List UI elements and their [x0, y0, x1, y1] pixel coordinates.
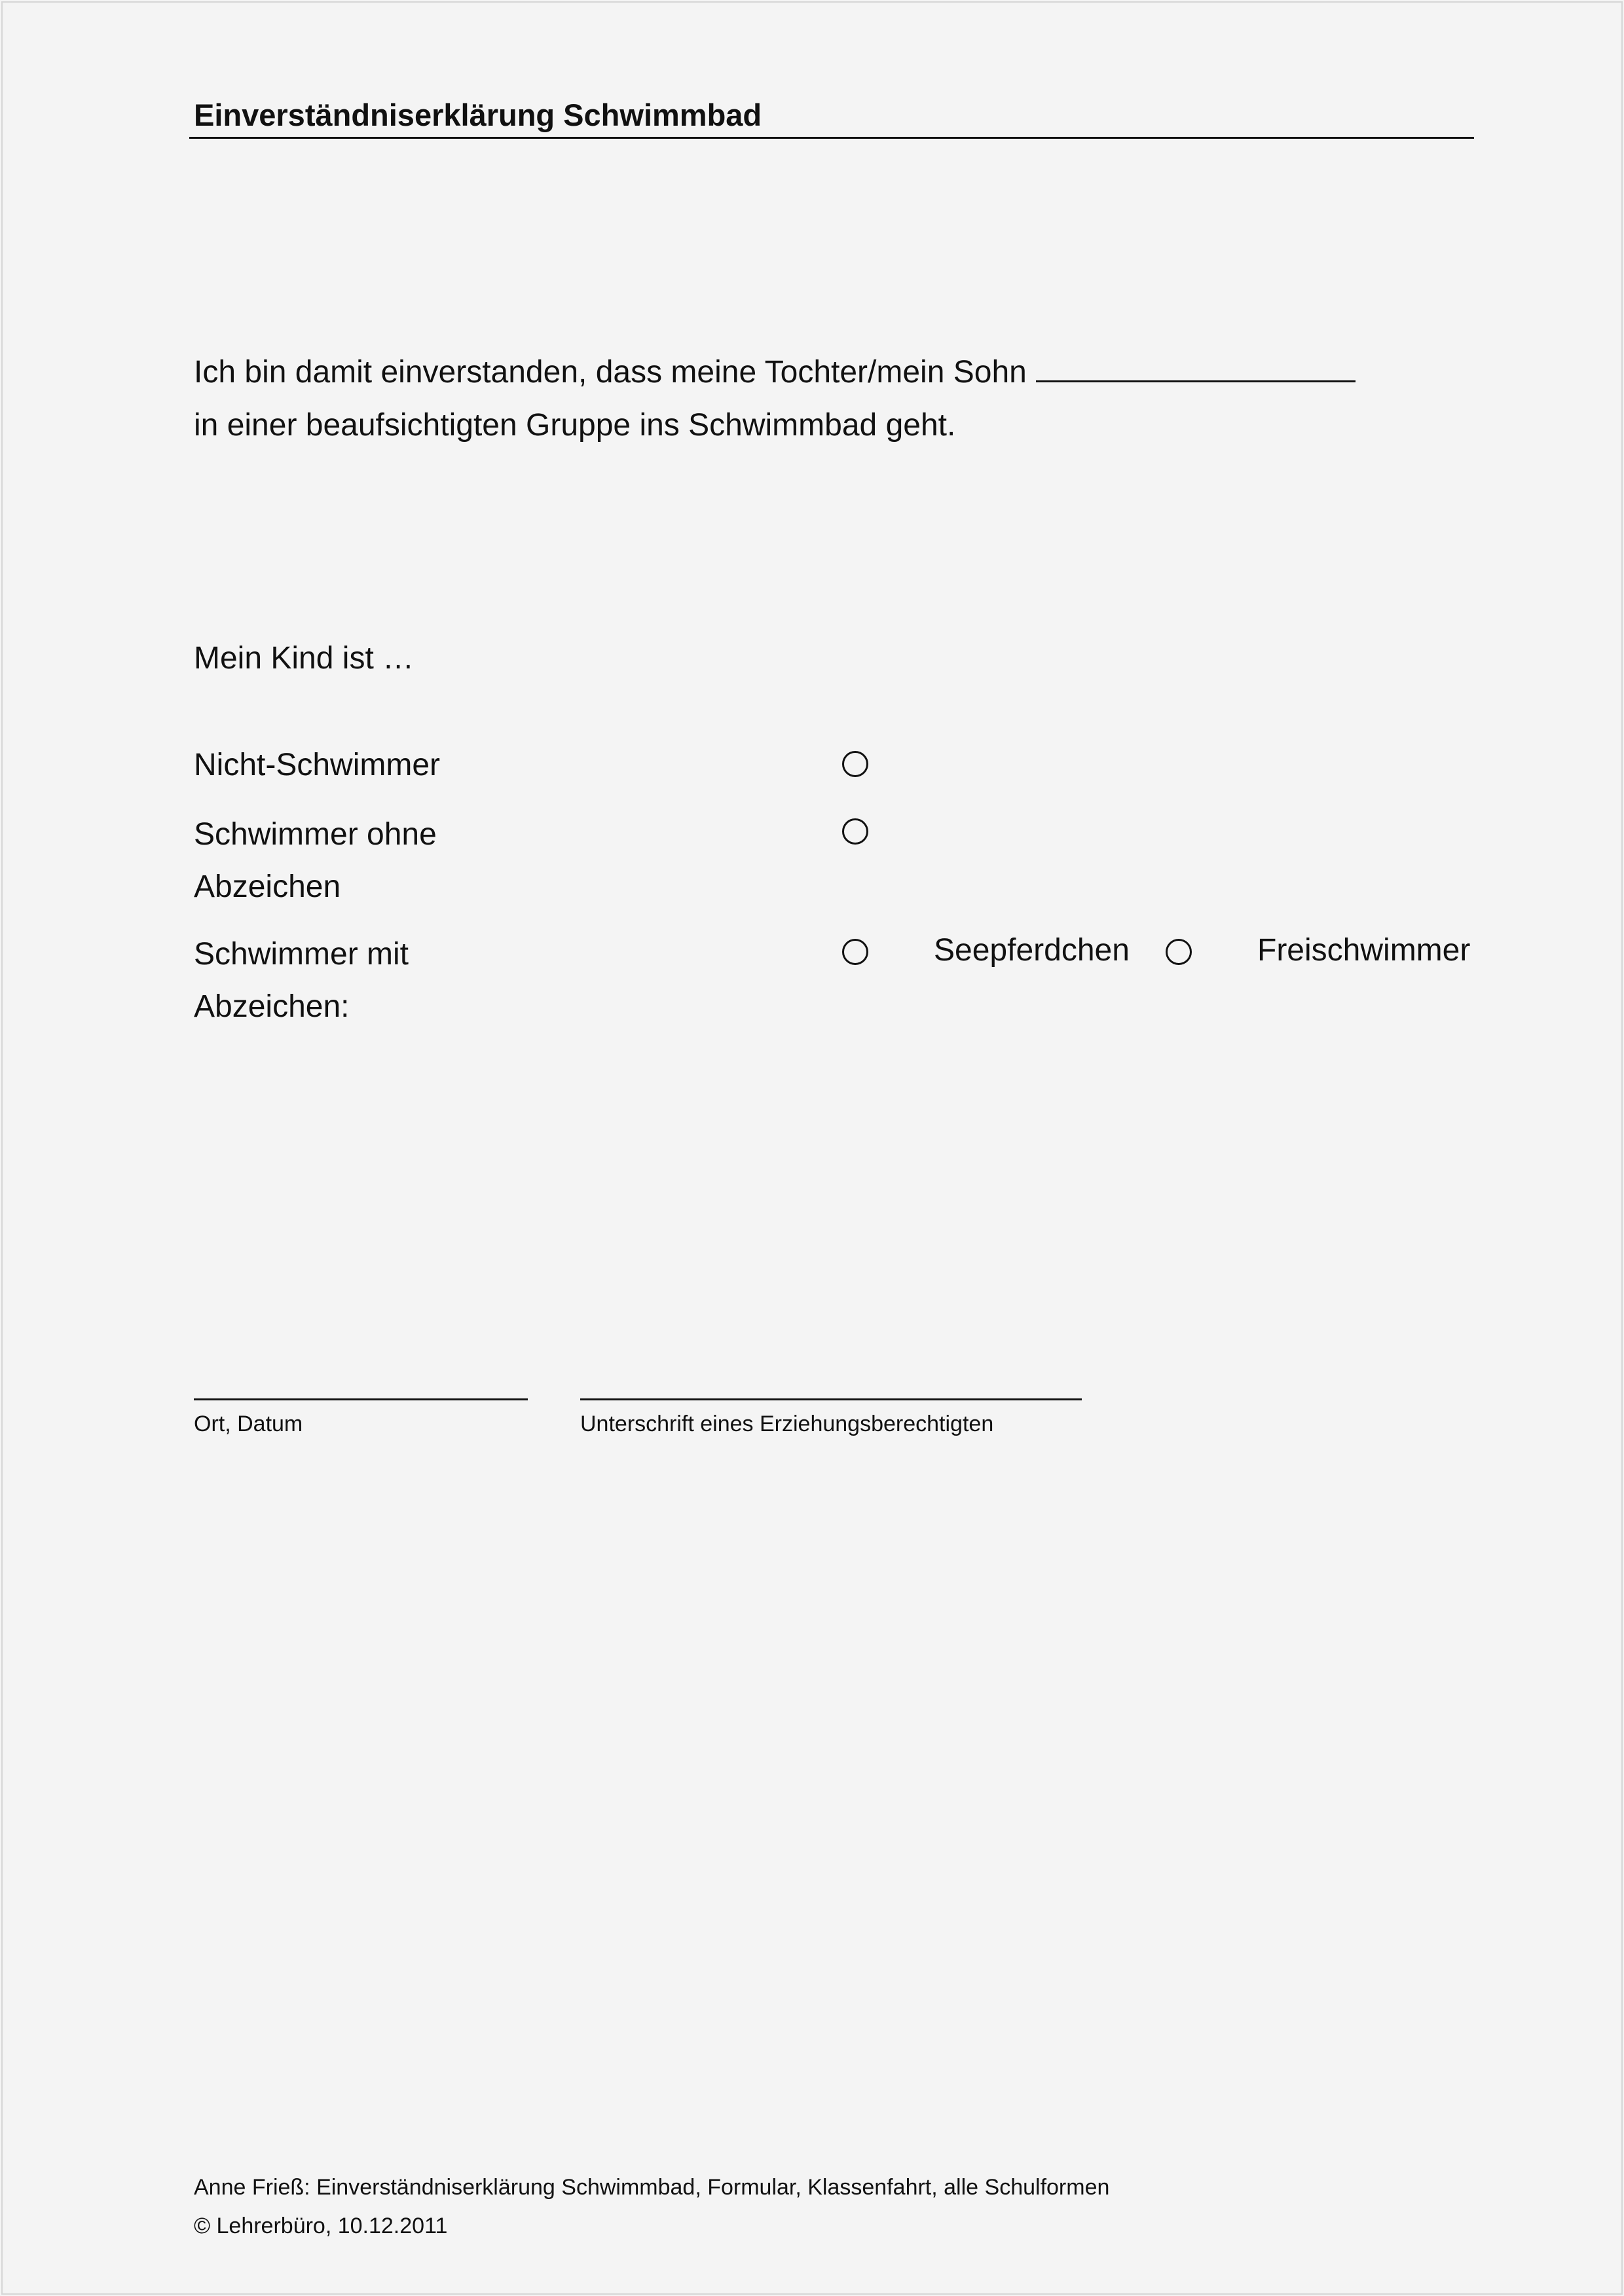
consent-text-1: Ich bin damit einverstanden, dass meine Tochter/mein Sohn — [194, 355, 1027, 390]
child-name-blank[interactable] — [1036, 380, 1356, 382]
consent-line-1 — [194, 354, 1356, 390]
child-is-label: Mein Kind ist … — [194, 641, 415, 676]
place-date-label: Ort, Datum — [194, 1412, 303, 1436]
freischwimmer-label: Freischwimmer — [1257, 933, 1471, 968]
option-swimmer-with-label-2: Abzeichen: — [194, 989, 350, 1024]
place-date-line[interactable] — [194, 1398, 528, 1400]
document-title: Einverständniserklärung Schwimmbad — [194, 98, 762, 132]
non-swimmer-radio[interactable] — [842, 751, 868, 777]
option-swimmer-without-label-1: Schwimmer ohne — [194, 817, 437, 852]
guardian-signature-label: Unterschrift eines Erziehungsberechtigten — [580, 1412, 994, 1436]
seepferdchen-label: Seepferdchen — [934, 933, 1130, 968]
freischwimmer-radio[interactable] — [1166, 939, 1192, 965]
consent-line-2: in einer beaufsichtigten Gruppe ins Schwimmbad geht. — [194, 408, 956, 443]
guardian-signature-line[interactable] — [580, 1398, 1082, 1400]
title-underline — [189, 137, 1474, 139]
option-swimmer-without-label-2: Abzeichen — [194, 869, 341, 904]
seepferdchen-radio[interactable] — [842, 939, 868, 965]
option-swimmer-with-label-1: Schwimmer mit — [194, 937, 409, 972]
swimmer-without-badge-radio[interactable] — [842, 818, 868, 845]
footer-credit: Anne Frieß: Einverständniserklärung Schwimmbad, Formular, Klassenfahrt, alle Schulformen — [194, 2175, 1110, 2200]
footer-copyright: © Lehrerbüro, 10.12.2011 — [194, 2214, 448, 2238]
option-non-swimmer-label: Nicht-Schwimmer — [194, 748, 441, 782]
page-border — [1, 1, 1623, 2295]
